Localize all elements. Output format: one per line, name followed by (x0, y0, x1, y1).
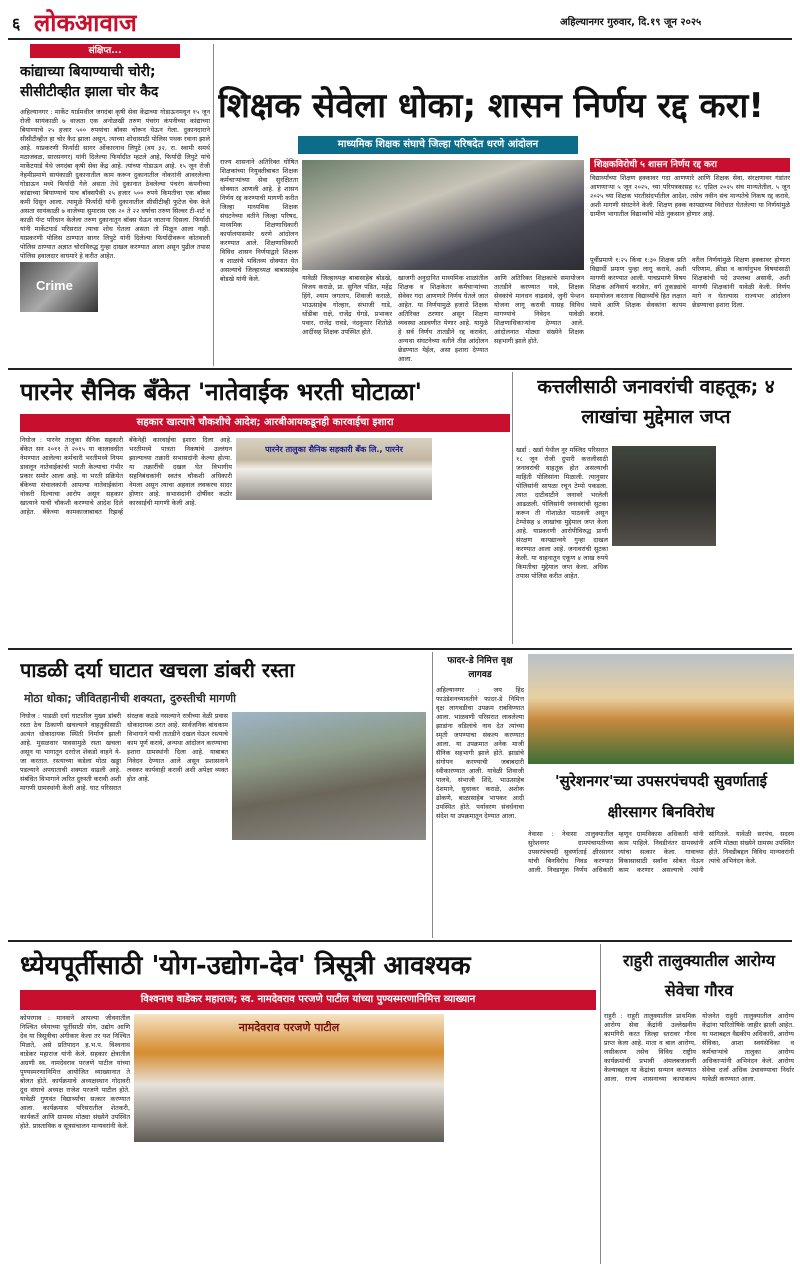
story7-body: नेवासा : नेवासा तालुक्यातील सुरेशनगर ग्रामपंचायतीच्या उपसरपंचपदी सुवर्णाताई क्षीरसागर यांची बिनविरोध निवड करण्यात आली. निवडणूक निर्णय अधिकारी म्हणून ग्रामविकास अधिकारी यांनी काम पाहिले. निवडीनंतर ग्रामस्थांनी त्यांचा सत्कार केला. गावाच्या विकासासाठी सर्वांना सोबत घेऊन काम करणार असल्याचे त्यांनी सांगितले. यावेळी सरपंच, सदस्य आणि मोठ्या संख्येने ग्रामस्थ उपस्थित होते. निवडीबद्दल विविध मान्यवरांनी त्यांचे अभिनंदन केले. (528, 830, 794, 874)
story2-right-col2: वरील निर्णयांमुळे शिक्षण हक्कावर होणारा परिणाम, क्रीडा व कार्यानुभव विषयांसाठी शिक्षकांची पदे उपलब्ध असावी, अशी मागणी शिक्षकांनी यावेळी केली. निर्णय मागे न घेतल्यास राज्यभर आंदोलन छेडण्याचा इशारा दिला. (692, 256, 790, 309)
story6-body: अहिल्यानगर : जय हिंद फाउंडेशनच्यावतीने फादर-डे निमित्त वृक्ष लागवडीचा उपक्रम राबविण्यात आला. भाळवणी परिसरात लावलेल्या झाडांना वडिलांचे नाव देत त्यांच्या स्मृती जपण्याचा संकल्प करण्यात आला. या उपक्रमात अनेक माजी सैनिक सहभागी झाले होते. झाडांचे संगोपन करण्याची जबाबदारी स्वीकारण्यात आली. यावेळी शिवाजी पालवे, संभाजी शिंदे, भाऊसाहेब देशमाने, सुधाकर कराळे, अशोक ढोकणे, बाळासाहेब भापकर आदी उपस्थित होते. पर्यावरण संवर्धनाचा संदेश या उपक्रमातून देण्यात आला. (436, 686, 524, 820)
story3-body-c (436, 436, 510, 644)
story7-headline: 'सुरेशनगर'च्या उपसरपंचपदी सुवर्णाताई क्षीरसागर बिनविरोध (555, 772, 767, 821)
story8-headline: ध्येयपूर्तीसाठी 'योग-उद्योग-देव' त्रिसूत्री आवश्यक (20, 951, 471, 981)
story3-subhead: सहकार खात्याचे चौकशीचे आदेश; आरबीआयकडूनही कारवाईचा इशारा (136, 417, 394, 428)
felicitation-photo (528, 654, 794, 764)
story3-divider (512, 372, 513, 644)
story2-col3: खाजगी अनुदानित माध्यमिक शाळांतील शिक्षक व शिक्षकेतर कर्मचाऱ्यांच्या सेवेवर गदा आणणारे निर्णय घेतले जात आहेत. या निर्णयामुळे हजारो शिक्षक अतिरिक्त ठरणार असून शिक्षण व्यवस्था अडचणीत येणार आहे. यामुळे हे सर्व निर्णय तातडीने रद्द करावेत, अन्यथा संघटनेच्या वतीने तीव्र आंदोलन छेडण्यात येईल, असा इशारा देण्यात आला. (398, 274, 488, 363)
section-rule-2 (8, 648, 792, 650)
story2-col2: यावेळी जिल्हाध्यक्ष बाबासाहेब बोडखे, विजय कराळे, प्रा. सुनिल पंडित, महेंद्र हिंगे, श्याम जगताप, शिवाजी कराळे, भाऊसाहेब गोल्हार, संभाजी गाडे, धोंडीबा राक्षे, राजेंद्र घेगडे, प्रभाकर पवार, राजेंद्र रावडे, नंदकुमार शितोळे आदींसह शिक्षक उपस्थित होते. (302, 274, 392, 336)
sanksipt-label: संक्षिप्त... (88, 46, 122, 56)
story2-headline: शिक्षक सेवेला धोका; शासन निर्णय रद्द करा! (218, 86, 764, 126)
story2-right-col1: पूर्वीप्रमाणे १:२५ किंवा १:३० शिक्षक प्रति विद्यार्थी प्रमाण पुन्हा लागू करावे, अशी मागणी करण्यात आली. याचप्रमाणे विषय शिक्षक अनिवार्य करावेत, वर्ग तुकड्यांचे समायोजन करताना विद्यार्थ्यांचे हित लक्षात घ्यावे आणि शिक्षक सेवकांना कायम करावे. (590, 256, 686, 318)
page-number: ६ (12, 14, 21, 33)
section-rule-3 (8, 940, 792, 942)
bank-sign: पारनेर तालुका सैनिक सहकारी बँक लि., पारनेर (265, 445, 403, 454)
lecture-banner: नामदेवराव परजणे पाटील (238, 1021, 340, 1034)
story3-body-b (236, 504, 432, 644)
story3-headline: पारनेर सैनिक बँकेत 'नातेवाईक भरती घोटाळा' (20, 378, 423, 406)
left-col-divider (213, 44, 214, 366)
sanksipt-tag (30, 44, 180, 58)
story8-body-c (448, 1014, 596, 1264)
story8-subhead: विश्वनाथ वाडेकर महाराज; स्व. नामदेवराव परजणे पाटील यांच्या पुण्यस्मरणानिमित्त व्याख्यान (140, 994, 476, 1005)
story2-subhead: माध्यमिक शिक्षक संघाचे जिल्हा परिषदेत धरणे आंदोलन (337, 139, 539, 150)
story8-body: कोपरगाव : मानवाने आपल्या जीवनातील निश्चित ध्येयाच्या पूर्तीसाठी योग, उद्योग आणि देव या त्रिसूत्रीचा अंगीकार केला तर यश निश्चित मिळते, असे प्रतिपादन ह.भ.प. विश्वनाथ वाडेकर महाराज यांनी केले. सहकार क्षेत्रातील अग्रणी स्व. नामदेवराव परजणे पाटील यांच्या पुण्यस्मरणानिमित्त आयोजित व्याख्यानात ते बोलत होते. कार्यक्रमाचे अध्यक्षस्थान गोदावरी दूध संघाचे अध्यक्ष राजेश परजणे पाटील होते. यावेळी गुणवंत विद्यार्थ्यांचा सत्कार करण्यात आला. कार्यक्रमास परिसरातील शेतकरी, कार्यकर्ते आणि ग्रामस्थ मोठ्या संख्येने उपस्थित होते. प्रास्ताविक व सूत्रसंचालन मान्यवरांनी केले. (20, 1014, 130, 1130)
cattle-photo (612, 446, 716, 546)
dateline: अहिल्यानगर गुरुवार, दि.१९ जून २०२५ (560, 17, 702, 28)
section-rule-1 (8, 368, 792, 370)
story8-body-b (134, 1146, 444, 1264)
story5-body: निघोज : पाडळी दर्या घाटातील मुख्य डांबरी रस्ता ठेच ठिकाणी खचल्याने वाहतुकीसाठी अत्यंत धोकादायक स्थिती निर्माण झाली आहे. मुसळधार पावसामुळे रस्ता खचला असून या भागातून दररोज शेकडो वाहने ये-जा करतात. रस्त्याच्या कडेला मोठा खड्डा पडल्याने अपघाताची शक्यता वाढली आहे. संबंधित विभागाने त्वरित दुरुस्ती करावी अशी मागणी ग्रामस्थांनी केली आहे. घाट परिसरात संरक्षक कठडे नसल्याने रात्रीच्या वेळी प्रवास धोकादायक ठरत आहे. सार्वजनिक बांधकाम विभागाने याची तातडीने दखल घेऊन रस्त्याचे काम पूर्ण करावे, अन्यथा आंदोलन करण्याचा इशारा ग्रामस्थांनी दिला आहे. याबाबत निवेदन देण्यात आले असून प्रशासनाने लवकर कार्यवाही करावी अशी अपेक्षा व्यक्त होत आहे. (20, 712, 228, 792)
story9-body: राहुरी : राहुरी तालुक्यातील प्राथमिक आरोग्य सेवा केंद्रांनी उल्लेखनीय कामगिरी करत जिल्हा स्तरावर गौरव प्राप्त केला आहे. माता व बाल आरोग्य, लसीकरण तसेच विविध राष्ट्रीय कार्यक्रमांची प्रभावी अंमलबजावणी केल्याबद्दल या केंद्रांचा सन्मान करण्यात आला. राज्य शासनाच्या कायाकल्प योजनेत राहुरी तालुक्यातील आरोग्य केंद्रांना पारितोषिके जाहीर झाली आहेत. या यशाबद्दल वैद्यकीय अधिकारी, आरोग्य सेविका, आशा स्वयंसेविका व कर्मचाऱ्यांचे तालुका आरोग्य अधिकाऱ्यांनी अभिनंदन केले. आरोग्य सेवेचा दर्जा अधिक उंचावण्याचा निर्धार यावेळी करण्यात आला. (604, 1012, 794, 1083)
story3-subhead-bar (20, 414, 510, 432)
story5-subhead: मोठा धोका; जीवितहानीची शक्यता, दुरुस्तीची मागणी (24, 692, 236, 705)
newspaper-logo: लोकआवाज (34, 9, 137, 37)
road-photo (232, 712, 426, 840)
lecture-photo (134, 1014, 444, 1142)
story5-body-b (232, 844, 426, 938)
masthead-rule (8, 38, 792, 40)
story2-col1: राज्य शासनाने अतिरिक्त घोषित शिक्षकांच्या नियुक्तीबाबत शिक्षक कर्मचाऱ्यांच्या सेवा सुरक्षितता धोक्यात आणली आहे. हे शासन निर्णय रद्द करण्याची मागणी करीत जिल्हा माध्यमिक शिक्षक संघटनेच्या वतीने जिल्हा परिषद, माध्यमिक शिक्षणाधिकारी कार्यालयासमोर धरणे आंदोलन करण्यात आले. शिक्षणाधिकारी विविध शासन निर्णयाद्वारे शिक्षक व शाळांचे भवितव्य धोक्यात येत असल्याचे जिल्हाध्यक्ष बाबासाहेब बोडखे यांनी केले. (220, 158, 298, 283)
crime-image (20, 262, 98, 312)
story5-divider (432, 652, 433, 938)
story8-subhead-bar (20, 990, 596, 1010)
story4-body-b (612, 550, 716, 644)
story3-body-a: निघोज : पारनेर तालुका सैनिक सहकारी बँकेत सन २०११ ते २०१५ या कालावधीत नेमण्यात आलेल्या कर्मचारी भरतीमध्ये नियम डावलून नातेवाईकांची भरती केल्याचा गंभीर प्रकार समोर आला आहे. या भरती प्रक्रियेत बँकेच्या संचालकांनी आपल्या नातेवाईकांना नोकरी दिल्याचा आरोप असून सहकार खात्याने याची चौकशी करण्याचे आदेश दिले आहेत. बँकेच्या कामकाजाबाबत रिझर्व्ह बँकेनेही कारवाईचा इशारा दिला आहे. भरतीमध्ये पात्रता निकषांचे उल्लंघन झाल्याच्या तक्रारी सभासदांनी केल्या होत्या. या तक्रारींची दखल घेत विभागीय सहनिबंधकांनी स्वतंत्र चौकशी अधिकारी नेमला असून त्याचा अहवाल लवकरच सादर होणार आहे. सभासदांनी दोषींवर कठोर कारवाईची मागणी केली आहे. (20, 436, 232, 516)
bank-photo (236, 438, 432, 500)
story6-headline: फादर-डे निमित्त वृक्ष लागवड (447, 656, 513, 680)
story1-headline: कांद्याच्या बियाण्याची चोरी; सीसीटीव्हीत झाला चोर कैद (20, 64, 159, 100)
story5-headline: पाडळी दर्या घाटात खचला डांबरी रस्ता (20, 658, 295, 682)
story9-headline: राहुरी तालुक्यातील आरोग्य सेवेचा गौरव (622, 951, 776, 1000)
crime-image-label: Crime (36, 278, 73, 293)
protest-photo (302, 160, 584, 270)
masthead (0, 0, 800, 38)
story2-subhead-bar (298, 136, 578, 154)
story4-headline: कत्तलीसाठी जनावरांची वाहतूक; ४ लाखांचा मुद्देमाल जप्त (537, 376, 775, 428)
story2-box-body: विद्यार्थ्यांच्या शिक्षण हक्कावर गदा आणणारे आणि शिक्षक सेवा, संरक्षणावर गंडांतर आणणाऱ्या ५ जून २०२५, च्या परिपत्रकासह १८ एप्रिल २०२५ संच मान्यतेतील, ५ जून २०२५ च्या शिक्षक भरतीसंदर्भातील आदेश, तसेच नवीन संच मान्यतेचे निकष रद्द करावे, अशी मागणी संघटनेने केली. शिक्षण हक्क कायद्याच्या विरोधात घेतलेल्या या निर्णयांमुळे ग्रामीण भागातील विद्यार्थ्यांचे मोठे नुकसान होणार आहे. (590, 174, 790, 218)
story2-box (590, 158, 790, 364)
story2-box-title: शिक्षकविरोधी ५ शासन निर्णय रद्द करा (590, 158, 790, 172)
story8-divider (600, 944, 601, 1264)
story2-col4: आणि अतिरिक्त शिक्षकांचे समायोजन तातडीने करण्यात यावे, शिक्षक सेवकांचे मानधन वाढवावे, जुनी पेन्शन योजना लागू करावी यासह विविध मागण्यांचे निवेदन यावेळी शिक्षणाधिकाऱ्यांना देण्यात आले. आंदोलनात मोठ्या संख्येने शिक्षक सहभागी झाले होते. (494, 274, 584, 345)
story1-body: अहिल्यानगर : मार्केट यार्डमधील जगदंबा कृषी सेवा केंद्राच्या गोडाऊनमधून १५ जून रोजी सायंकाळी ७ वाजता एक अनोळखी तरुण पंचरंग कंपनीच्या कांद्याच्या बियाण्याचे २५ हजार ५०० रुपयांचा बॉक्स चोरून घेऊन गेला. दुकानदाराने सीसीटीव्हीत हा चोर कैद झाला असून, त्याच्या शोधासाठी पोलिस पथक रवाना झाले आहे. याप्रकरणी फिर्यादी सागर ओंकारनाथ लिपुटे (वय ३२, रा. स्वामी समर्थ मठाजवळ, सारसनगर) यांनी दिलेल्या फिर्यादीत म्हटले आहे, फिर्यादी लिपुटे यांचे मार्केटयार्ड येथे जगदंबा कृषी सेवा केंद्र आहे. त्यांच्या गोडाऊन आहे. १५ जून रोजी नेहमीप्रमाणे सायंकाळी दुकानातील काम करून दुकानातील नोकरांनी आवरलेल्या गोडाऊन मध्ये फिर्यादी गेले असता तेथे दुकानात ठेवलेल्या पंचरंग कंपनीच्या कांद्याच्या बियाण्याचे पाच बॉक्सपैकी २५ हजार ५०० रुपये किमतीचा एक बॉक्स कमी दिसून आला. त्यामुळे फिर्यादी यांनी दुकानातील सीसीटीव्ही फुटेज चेक केले असता सायंकाळी ७ वाजेच्या सुमारास एक २० ते २२ वर्षाचा तरुण सिल्वर टी-शर्ट व काळी पॅन्ट परिधान केलेला तरुण दुकानातून बॉक्स घेऊन जाताना दिसला. फिर्यादी यांनी मार्केटयार्ड परिसरात त्याचा शोध घेतला असता तो मिळून आला नाही. याप्रकरणी पोलिस ठाण्यात सागर लिपुटे यांनी दिलेल्या फिर्यादीवरून कोतवाली पोलिस ठाण्यात अज्ञात चोराविरुद्ध गुन्हा दाखल करण्यात आला असून पुढील तपास पोलिस हवालदार वाघमारे हे करीत आहेत. (20, 108, 210, 260)
story4-body: खर्डा : खर्डा येथील नूर मस्जिद परिसरात १८ जून रोजी दुपारी कत्तलीसाठी जनावरांची वाहतूक होत असल्याची माहिती पोलिसांना मिळाली. त्यानुसार पोलिसांनी सापळा रचून टेम्पो पकडला. त्यात दाटीवाटीने जनावरे भरलेली आढळली. पोलिसांनी जनावरांची सुटका करून ती गोशाळेत पाठवली असून टेम्पोसह ४ लाखांचा मुद्देमाल जप्त केला आहे. याप्रकरणी आरोपीविरुद्ध प्राणी संरक्षण कायद्यान्वये गुन्हा दाखल करण्यात आला आहे. जनावरांची सुटका केली. या वाहनातून एकूण ४ लाख रुपये किमतीचा मुद्देमाल जप्त केला. अधिक तपास पोलिस करीत आहेत. (516, 446, 608, 580)
story4-body-c (720, 446, 794, 644)
story1-body-cont (20, 314, 210, 366)
